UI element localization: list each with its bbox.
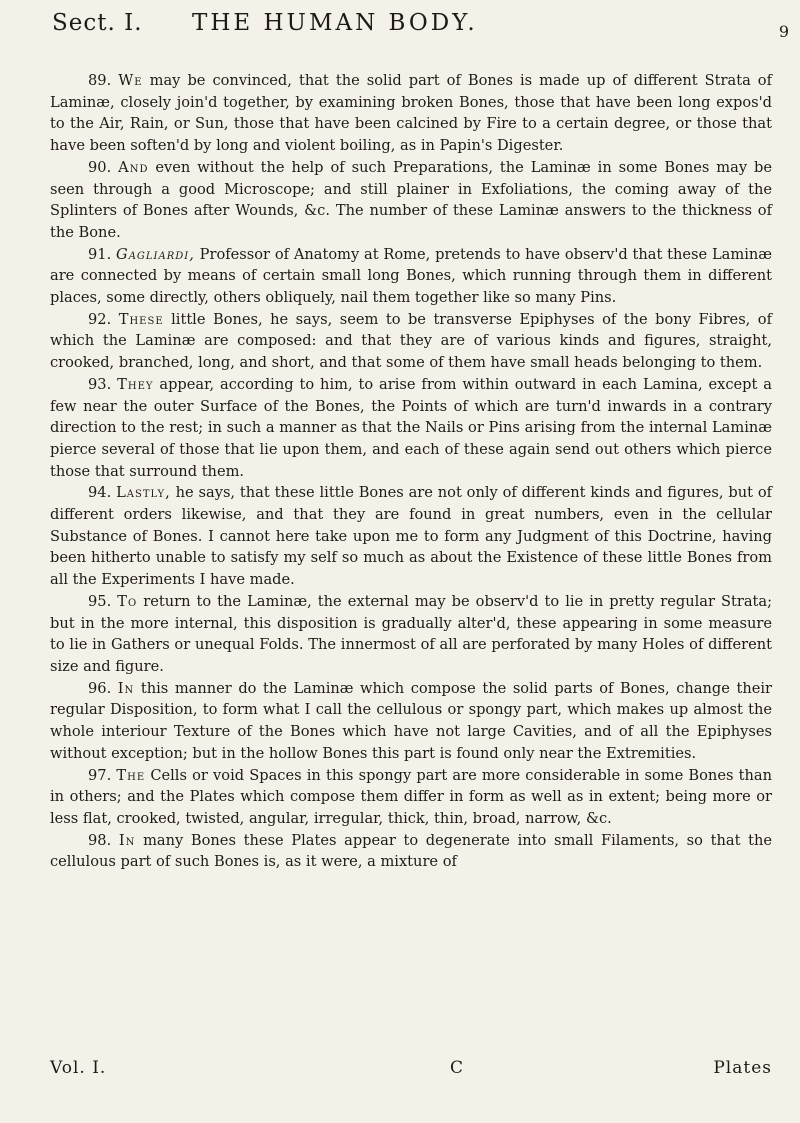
paragraph-number: 94. bbox=[88, 484, 112, 502]
paragraph-number: 90. bbox=[88, 158, 112, 176]
paragraph-text: Cells or void Spaces in this spongy part are more considerable in some Bones than in others; and the Plates which compose them differ in form as well as in extent; being more or less flat, crooked, twisted, angular, irregular, thick, thin, broad, narrow, &c. bbox=[50, 766, 772, 827]
paragraph-number: 97. bbox=[88, 766, 112, 784]
paragraph-93 bbox=[50, 374, 772, 483]
paragraph-text: may be convinced, that the solid part of Bones is made up of different Strata of Laminæ, closely join'd together, by examining broken Bones, those that have been long expos'd to the Air, Rain, or Sun, those that have been calcined by Fire to a certain degree, or those that have been soften'd by long and violent boiling, as in Papin's Digester. bbox=[50, 72, 772, 155]
paragraph-lead-word: These bbox=[118, 310, 164, 328]
paragraph-number: 89. bbox=[88, 72, 112, 89]
paragraph-number: 95. bbox=[88, 592, 112, 610]
section-label: Sect. I. bbox=[52, 10, 143, 36]
paragraph-number: 96. bbox=[88, 679, 112, 697]
paragraph-lead-word: We bbox=[118, 72, 143, 89]
paragraph-text: many Bones these Plates appear to degenerate into small Filaments, so that the cellulous part of such Bones is, as it were, a mixture of bbox=[50, 831, 772, 871]
paragraph-lead-word: And bbox=[118, 158, 149, 176]
paragraph-95 bbox=[50, 591, 772, 678]
paragraph-number: 98. bbox=[88, 831, 112, 849]
paragraph-number: 93. bbox=[88, 375, 112, 393]
paragraph-91 bbox=[50, 244, 772, 309]
paragraph-text: little Bones, he says, seem to be transverse Epiphyses of the bony Fibres, of which the Laminæ are composed: and that they are of various kinds and figures, straight, crooked, branched, long, and short, and that some of them have small heads belonging to them. bbox=[50, 310, 772, 372]
paragraph-text: he says, that these little Bones are not only of different kinds and figures, but of different orders likewise, and that they are found in great numbers, even in the cellular Substance of Bones. I cannot here take upon me to form any Judgment of this Doctrine, having been hitherto unable to satisfy my self so much as about the Existence of these little Bones from all the Experiments I have made. bbox=[50, 484, 773, 589]
running-header bbox=[52, 10, 790, 50]
page-number: 9 bbox=[778, 22, 790, 41]
volume-label: Vol. I. bbox=[50, 1058, 107, 1078]
paragraph-text: this manner do the Laminæ which compose the solid parts of Bones, change their regular Disposition, to form what I call the cellulous or spongy part, which makes up almost the whole interiour Texture of the Bones which have not large Cavities, and of all the Epiphyses without exception; but in the hollow Bones this part is found only near the Extremities. bbox=[50, 679, 772, 762]
paragraph-text: Professor of Anatomy at Rome, pretends to have observ'd that these Laminæ are connected by means of certain small long Bones, which running through them in different places, some directly, others obliquely, nail them together like so many Pins. bbox=[50, 245, 772, 307]
paragraph-lead-word: Lastly, bbox=[116, 484, 171, 502]
paragraph-lead-word: In bbox=[118, 831, 136, 849]
paragraph-96 bbox=[50, 678, 772, 765]
paragraph-92 bbox=[50, 309, 772, 374]
signature-mark: C bbox=[450, 1058, 465, 1078]
paragraph-98 bbox=[50, 830, 772, 873]
paragraph-97 bbox=[50, 765, 772, 830]
paragraph-89 bbox=[50, 70, 772, 157]
paragraph-lead-word: In bbox=[117, 679, 135, 697]
paragraph-90 bbox=[50, 157, 772, 244]
paragraph-text: even without the help of such Preparations, the Laminæ in some Bones may be seen through a good Microscope; and still plainer in Exfoliations, the coming away of the Splinters of Bones after Wounds, &c. The number of these Laminæ answers to the thickness of the Bone. bbox=[50, 158, 773, 241]
running-title: THE HUMAN BODY. bbox=[192, 10, 478, 36]
paragraph-lead-word: Gagliardi, bbox=[116, 245, 195, 263]
catchword: Plates bbox=[713, 1058, 772, 1078]
paragraph-lead-word: To bbox=[117, 592, 138, 610]
paragraph-text: return to the Laminæ, the external may be observ'd to lie in pretty regular Strata; but in the more internal, this disposition is gradually alter'd, these appearing in some measure to lie in Gathers or unequal Folds. The innermost of all are perforated by many Holes of different size and figure. bbox=[50, 592, 772, 675]
paragraph-94 bbox=[50, 482, 772, 591]
paragraph-lead-word: The bbox=[116, 766, 146, 784]
paragraph-number: 91. bbox=[88, 245, 112, 263]
body-text bbox=[50, 70, 772, 873]
paragraph-text: appear, according to him, to arise from within outward in each Lamina, except a few near the outer Surface of the Bones, the Points of which are turn'd inwards in a contrary direction to the rest; in such a manner as that the Nails or Pins arising from the internal Laminæ pierce several of those that lie upon them, and each of these again send out others which pierce those that surround them. bbox=[50, 375, 772, 480]
paragraph-lead-word: They bbox=[117, 375, 154, 393]
paragraph-number: 92. bbox=[88, 310, 112, 328]
